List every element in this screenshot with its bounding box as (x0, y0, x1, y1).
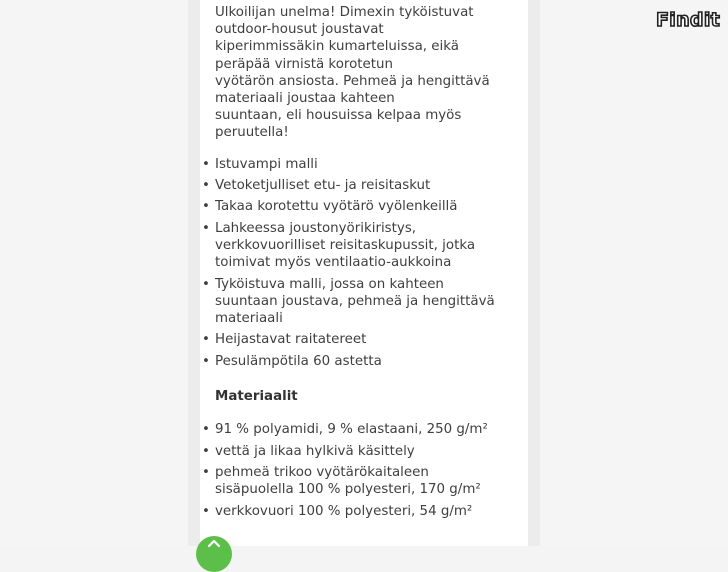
materials-list (215, 421, 515, 520)
right-background (540, 0, 728, 546)
list-item: • Lahkeessa joustonyörikiristys, verkkovuorilliset reisitaskupussit, jotka toimivat myös ventilaatio-aukkoina (215, 220, 515, 272)
feature-list (215, 156, 515, 370)
list-item: • vettä ja likaa hylkivä käsittely (215, 443, 515, 460)
list-item: • Tyköistuva malli, jossa on kahteen suuntaan joustava, pehmeä ja hengittävä materiaali (215, 276, 515, 328)
panel-left-edge (188, 0, 200, 546)
findit-logo[interactable]: Findit (656, 9, 721, 31)
left-background (0, 0, 188, 546)
materials-heading: Materiaalit (215, 388, 298, 404)
intro-paragraph: Ulkoilijan unelma! Dimexin tyköistuvat outdoor-housut joustavat kiperimmissäkin kumarteluissa, eikä peräpää virnistä korotetun vyötärön ansiosta. Pehmeä ja hengittävä materiaali joustaa kahteen suuntaan, eli housuissa kelpaa myös peruutella! (215, 5, 490, 141)
list-item: • verkkovuori 100 % polyesteri, 54 g/m² (215, 503, 515, 520)
list-item: • Heijastavat raitatereet (215, 331, 515, 348)
arrow-up-icon (207, 538, 221, 548)
list-item: • pehmeä trikoo vyötärökaitaleen sisäpuolella 100 % polyesteri, 170 g/m² (215, 464, 515, 498)
list-item: • Pesulämpötila 60 astetta (215, 353, 515, 370)
panel-right-edge (528, 0, 540, 546)
list-item: • Vetoketjulliset etu- ja reisitaskut (215, 177, 515, 194)
list-item: • Istuvampi malli (215, 156, 515, 173)
list-item: • 91 % polyamidi, 9 % elastaani, 250 g/m² (215, 421, 515, 438)
list-item: • Takaa korotettu vyötärö vyölenkeillä (215, 198, 515, 215)
description-content (215, 4, 515, 524)
product-description-panel (200, 0, 528, 546)
scroll-top-button[interactable] (196, 536, 232, 572)
